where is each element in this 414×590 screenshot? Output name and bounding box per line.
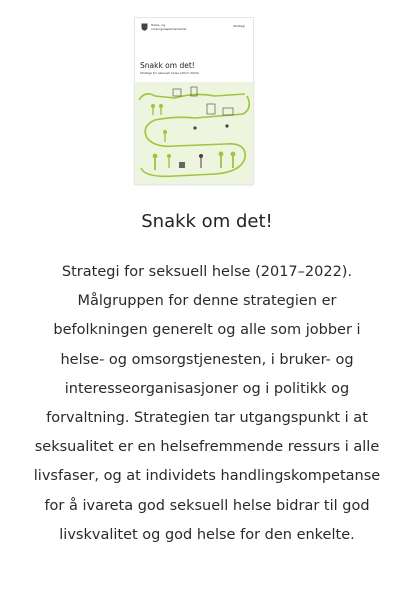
cover-code: Strategi bbox=[233, 24, 245, 28]
cover-subtitle: Strategi for seksuell helse (2017–2022) bbox=[140, 71, 200, 75]
cover-illustration bbox=[135, 82, 253, 184]
publication-description: Strategi for seksuell helse (2017–2022). Målgruppen for denne strategien er befolkningen generelt og alle som jobber i helse- og omsorgstjenesten, i bruker- og interesseorganisasjoner og i politikk og forvaltning. Strategien tar utgangspunkt i at seksualitet er en helsefremmende ressurs i alle livsfaser, og at individets handlingskompetanse for å ivareta god seksuell helse bidrar til god livskvalitet og god helse for den enkelte. bbox=[33, 264, 381, 543]
cover-header bbox=[135, 18, 253, 82]
cover-ministry-line2: omsorgsdepartementet bbox=[151, 27, 187, 31]
cover-ministry bbox=[151, 23, 211, 31]
cover-title: Snakk om det! bbox=[140, 61, 195, 70]
publication-title[interactable]: Snakk om det! bbox=[141, 211, 273, 232]
publication-cover-image[interactable] bbox=[135, 18, 253, 184]
coat-of-arms-icon bbox=[141, 23, 148, 31]
cover-ministry-line1: Helse- og bbox=[151, 23, 166, 27]
